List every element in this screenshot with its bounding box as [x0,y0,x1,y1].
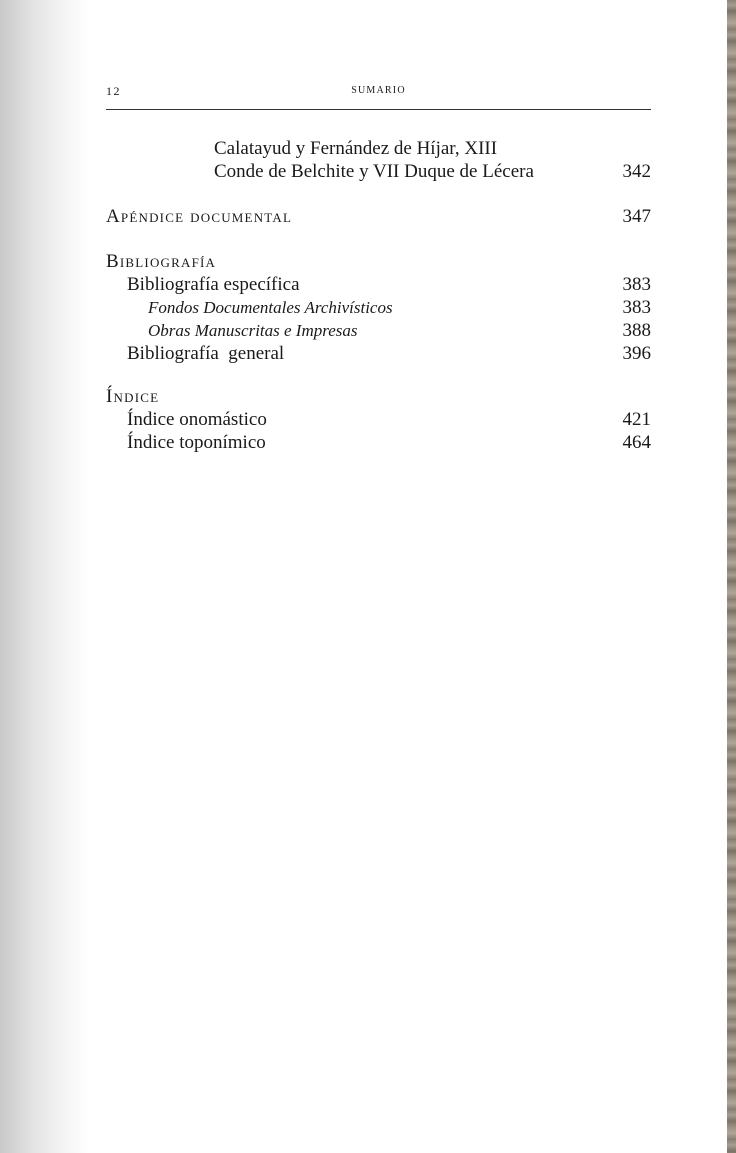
toc-section-label: Bibliografía [106,251,217,272]
running-header [106,84,651,100]
toc-section-label: Índice [106,386,160,407]
toc-entry-bibliografia-general [106,342,651,365]
toc-entry-page: 342 [622,161,651,182]
header-rule [106,109,651,110]
toc-entry-label: Índice onomástico [127,409,267,430]
toc-entry-label: Calatayud y Fernández de Híjar, XIII [214,138,498,159]
table-of-contents [106,137,651,454]
toc-entry-indice-onomastico [106,408,651,431]
page-number: 12 [106,84,121,98]
toc-entry-continuation-line2 [106,160,651,183]
toc-entry-indice-toponimico [106,431,651,454]
toc-entry-label: Bibliografía específica [127,274,300,295]
toc-entry-label: Conde de Belchite y VII Duque de Lécera [214,161,534,182]
toc-entry-page: 421 [622,409,651,430]
toc-entry-label: Índice toponímico [127,432,266,453]
toc-entry-page: 396 [622,343,651,364]
toc-entry-label: Obras Manuscritas e Impresas [148,321,358,340]
toc-entry-page: 388 [622,320,651,341]
toc-entry-continuation-line1 [106,137,651,160]
toc-entry-obras-manuscritas [106,319,651,342]
toc-entry-page: 383 [622,274,651,295]
toc-entry-label: Fondos Documentales Archivísticos [148,298,393,317]
toc-entry-page: 464 [622,432,651,453]
wood-background-edge [727,0,736,1153]
toc-entry-fondos-documentales [106,296,651,319]
running-title: SUMARIO [351,85,406,96]
toc-entry-page: 383 [622,297,651,318]
toc-entry-bibliografia-especifica [106,273,651,296]
toc-section-bibliografia [106,250,651,273]
toc-entry-page: 347 [622,206,651,227]
toc-section-label: Apéndice documental [106,206,293,227]
toc-section-indice [106,385,651,408]
toc-entry-label: Bibliografía general [127,343,285,364]
toc-section-apendice [106,205,651,228]
